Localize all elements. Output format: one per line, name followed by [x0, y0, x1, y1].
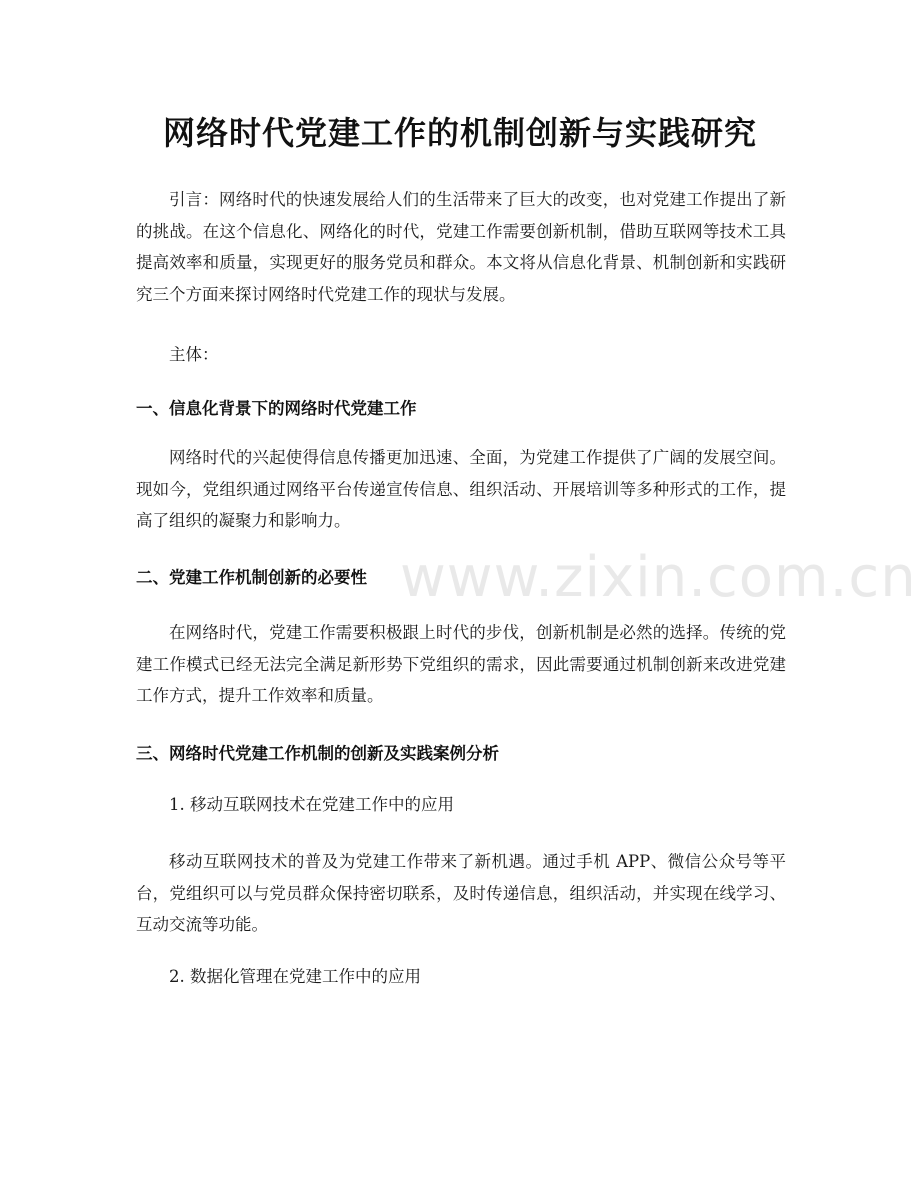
- section2-paragraph: 在网络时代，党建工作需要积极跟上时代的步伐，创新机制是必然的选择。传统的党建工作模式已经无法完全满足新形势下党组织的需求，因此需要通过机制创新来改进党建工作方式，提升工作效率和质量。: [136, 623, 786, 705]
- watermark-text: www.zixin.com.cn: [400, 545, 917, 610]
- section3-heading: 三、网络时代党建工作机制的创新及实践案例分析: [136, 744, 499, 763]
- body-label: 主体：: [169, 345, 219, 364]
- intro-paragraph: 引言：网络时代的快速发展给人们的生活带来了巨大的改变，也对党建工作提出了新的挑战。在这个信息化、网络化的时代，党建工作需要创新机制，借助互联网等技术工具提高效率和质量，实现更好的服务党员和群众。本文将从信息化背景、机制创新和实践研究三个方面来探讨网络时代党建工作的现状与发展。: [136, 190, 786, 304]
- section1-paragraph: 网络时代的兴起使得信息传播更加迅速、全面，为党建工作提供了广阔的发展空间。现如今，党组织通过网络平台传递宣传信息、组织活动、开展培训等多种形式的工作，提高了组织的凝聚力和影响力。: [136, 448, 786, 530]
- section3-sub1-paragraph: 移动互联网技术的普及为党建工作带来了新机遇。通过手机 APP、微信公众号等平台，党组织可以与党员群众保持密切联系，及时传递信息，组织活动，并实现在线学习、互动交流等功能。: [136, 852, 786, 934]
- section3-sub1-title: 1. 移动互联网技术在党建工作中的应用: [169, 795, 454, 814]
- section3-sub2-title: 2. 数据化管理在党建工作中的应用: [169, 967, 421, 986]
- section1-heading: 一、信息化背景下的网络时代党建工作: [136, 399, 417, 418]
- section2-heading: 二、党建工作机制创新的必要性: [136, 568, 367, 587]
- document-title: 网络时代党建工作的机制创新与实践研究: [162, 114, 757, 152]
